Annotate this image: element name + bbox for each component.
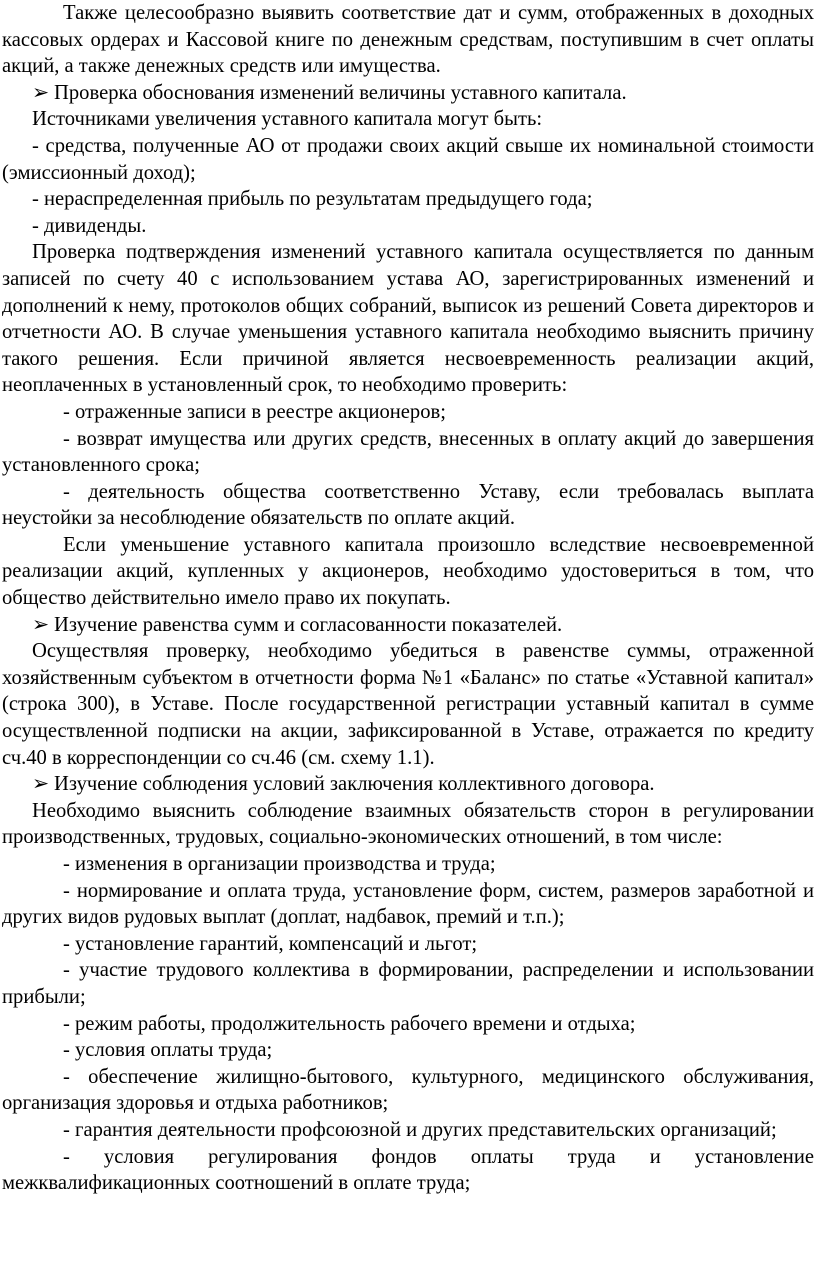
list-item: - дивиденды. <box>32 214 147 237</box>
list-item: - режим работы, продолжительность рабочего времени и отдыха; <box>63 1012 636 1035</box>
list-item: - изменения в организации производства и труда; <box>63 853 496 875</box>
section-heading-text: Изучение равенства сумм и согласованности показателей. <box>54 613 563 636</box>
arrow-bullet-icon: ➢ <box>32 613 50 636</box>
section-heading-text: Проверка обоснования изменений величины уставного капитала. <box>54 81 627 104</box>
list-item: - обеспечение жилищно-бытового, культурного, медицинского обслуживания, организация здоровья и отдыха работников; <box>2 1065 814 1115</box>
paragraph: Источниками увеличения уставного капитала могут быть: <box>32 108 543 131</box>
list-item: - гарантия деятельности профсоюзной и других представительских организаций; <box>63 1118 777 1141</box>
section-heading <box>2 771 814 798</box>
list-item: - возврат имущества или других средств, внесенных в оплату акций до завершения установленного срока; <box>2 427 814 477</box>
section-heading <box>2 80 814 107</box>
list-item: - деятельность общества соответственно Уставу, если требовалась выплата неустойки за несоблюдение обязательств по оплате акций. <box>2 480 814 530</box>
section-heading <box>2 612 814 639</box>
arrow-bullet-icon: ➢ <box>32 81 50 104</box>
paragraph: Также целесообразно выявить соответствие дат и сумм, отображенных в доходных кассовых ордерах и Кассовой книге по денежным средствам, поступившим в счет оплаты акций, а также денежных средств или имущества. <box>2 2 814 78</box>
list-item: - участие трудового коллектива в формировании, распределении и использовании прибыли; <box>2 959 814 1008</box>
paragraph: Необходимо выяснить соблюдение взаимных обязательств сторон в регулировании производственных, трудовых, социально-экономических отношений, в том числе: <box>2 799 814 849</box>
list-item: - нормирование и оплата труда, установление форм, систем, размеров заработной и других видов рудовых выплат (доплат, надбавок, премий и т.п.); <box>2 879 814 929</box>
list-item: - средства, полученные АО от продажи своих акций свыше их номинальной стоимости (эмиссионный доход); <box>2 134 814 184</box>
list-item: - условия регулирования фондов оплаты труда и установление межквалификационных соотношений в оплате труда; <box>2 1145 814 1195</box>
paragraph: Осуществляя проверку, необходимо убедиться в равенстве суммы, отраженной хозяйственным субъектом в отчетности форма №1 «Баланс» по статье «Уставной капитал» (строка 300), в Уставе. После государственной регистрации уставный капитал в сумме осуществленной подписки на акции, зафиксированной в Уставе, отражается по кредиту сч.40 в корреспонденции со сч.46 (см. схему 1.1). <box>2 640 814 769</box>
paragraph: Если уменьшение уставного капитала произошло вследствие несвоевременной реализации акций, купленных у акционеров, необходимо удостовериться в том, что общество действительно имело право их покупать. <box>2 533 814 610</box>
list-item: - нераспределенная прибыль по результатам предыдущего года; <box>32 188 593 211</box>
section-heading-text: Изучение соблюдения условий заключения коллективного договора. <box>54 773 655 796</box>
list-item: - установление гарантий, компенсаций и льгот; <box>63 932 478 955</box>
paragraph: Проверка подтверждения изменений уставного капитала осуществляется по данным записей по счету 40 с использованием устава АО, зарегистрированных изменений и дополнений к нему, протоколов общих собраний, выписок из решений Совета директоров и отчетности АО. В случае уменьшения уставного капитала необходимо выяснить причину такого решения. Если причиной является несвоевременность реализации акций, неоплаченных в установленный срок, то необходимо проверить: <box>2 241 814 397</box>
list-item: - отраженные записи в реестре акционеров; <box>63 400 446 423</box>
arrow-bullet-icon: ➢ <box>32 773 50 796</box>
list-item: - условия оплаты труда; <box>63 1039 273 1062</box>
